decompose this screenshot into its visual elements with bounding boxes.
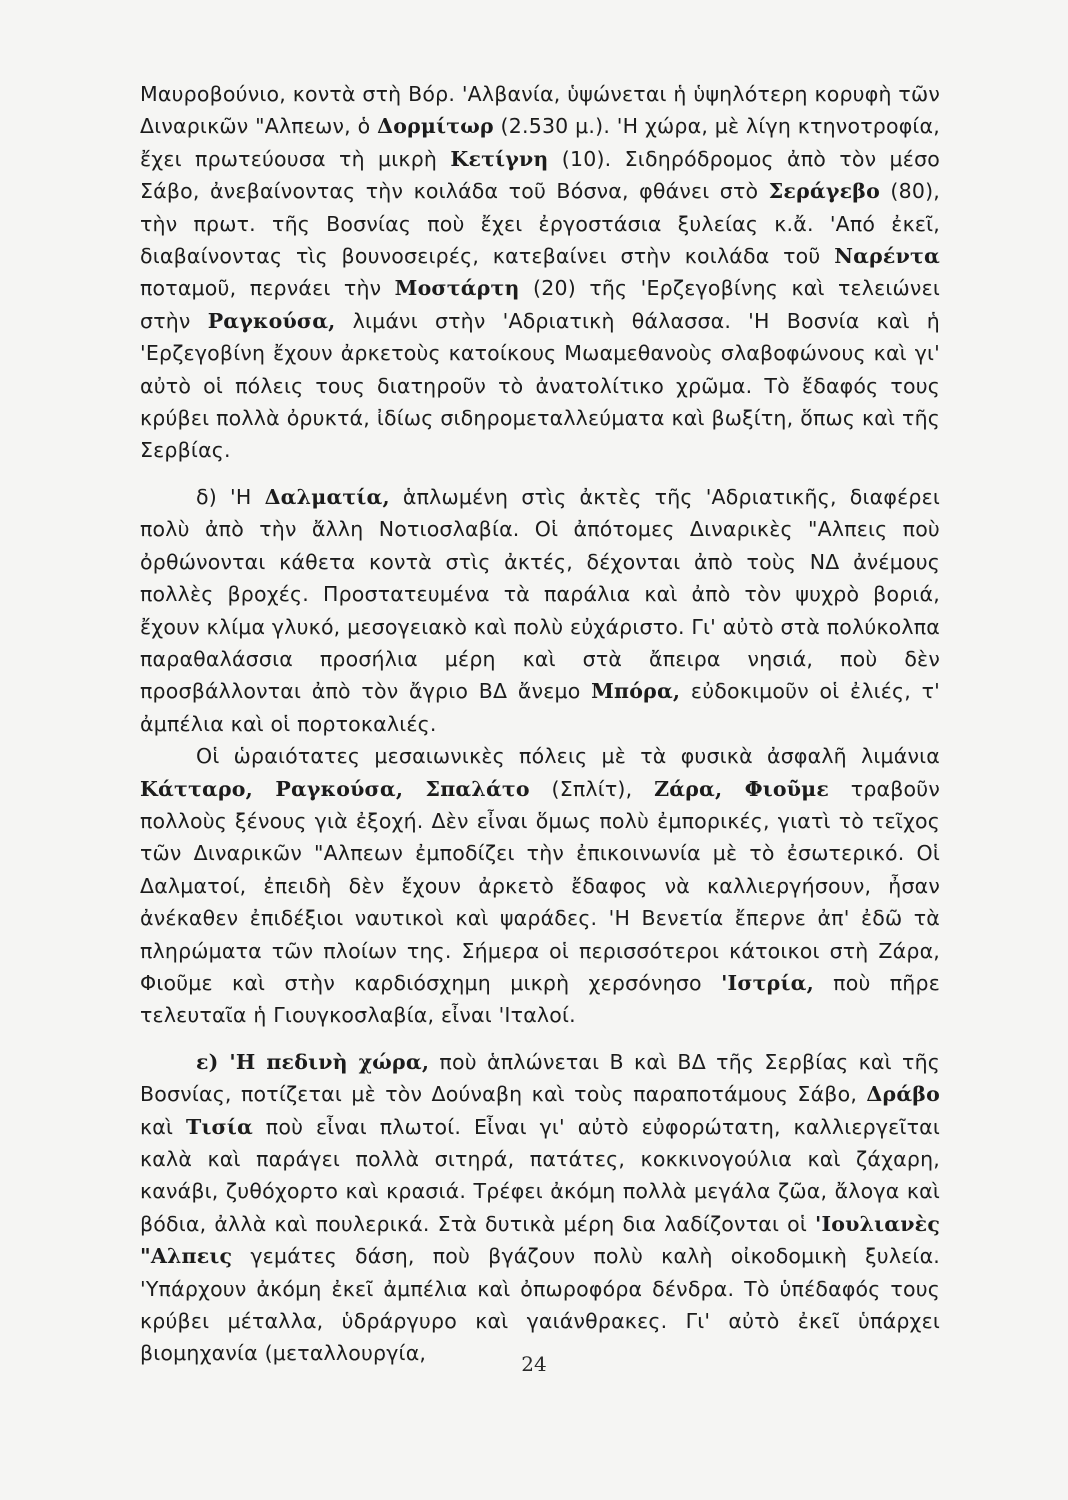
body-text [140,78,940,1370]
paragraph-dalmatia: δ) 'Η Δαλματία, ἁπλωμένη στὶς ἀκτὲς τῆς 'Αδριατικῆς, διαφέρει πολὺ ἀπὸ τὴν ἄλλη Νοτιοσλαβία. Οἱ ἀπότομες Διναρικὲς "Αλπεις ποὺ ὀρθώνονται κάθετα κοντὰ στὶς ἀκτές, δέχονται ἀπὸ τοὺς ΝΔ ἀνέμους πολλὲς βροχές. Προστατευμένα τὰ παράλια καὶ ἀπὸ τὸν ψυχρὸ βοριά, ἔχουν κλίμα γλυκό, μεσογειακὸ καὶ πολὺ εὐχάριστο. Γι' αὐτὸ στὰ πολύκολπα παραθαλάσσια προσήλια μέρη καὶ στὰ ἄπειρα νησιά, ποὺ δὲν προσβάλλονται ἀπὸ τὸν ἄγριο ΒΔ ἄνεμο Μπόρα, εὐδοκιμοῦν οἱ ἐλιές, τ' ἀμπέλια καὶ οἱ πορτοκαλιές. [140,484,941,736]
places-zara-fiume: Ζάρα, Φιοῦμε [654,776,830,801]
places-kotor-ragusa-split: Κάτταρο, Ραγκούσα, Σπαλάτο [140,776,530,801]
place-julian-alps: 'Ιουλιανὲς "Αλπεις [140,1211,940,1269]
place-istria: 'Ιστρία, [721,970,814,995]
place-durmitor: Δορμίτωρ [377,114,494,139]
paragraph-montenegro-bosnia: Μαυροβούνιο, κοντὰ στὴ Βόρ. 'Αλβανία, ὑψώνεται ἡ ὑψηλότερη κορυφὴ τῶν Διναρικῶν "Αλπεων, ὁ Δορμίτωρ (2.530 μ.). 'Η χώρα, μὲ λίγη κτηνοτροφία, ἔχει πρωτεύουσα τὴ μικρὴ Κετίγνη (10). Σιδηρόδρομος ἀπὸ τὸν μέσο Σάβο, ἀνεβαίνοντας τὴν κοιλάδα τοῦ Βόσνα, φθάνει στὸ Σεράγεβο (80), τὴν πρωτ. τῆς Βοσνίας ποὺ ἔχει ἐργοστάσια ξυλείας κ.ἄ. 'Από ἐκεῖ, διαβαίνοντας τὶς βουνοσειρές, κατεβαίνει στὴν κοιλάδα τοῦ Ναρέντα ποταμοῦ, περνάει τὴν Μοστάρτη (20) τῆς 'Ερζεγοβίνης καὶ τελειώνει στὴν Ραγκούσα, λιμάνι στὴν 'Αδριατικὴ θάλασσα. 'Η Βοσνία καὶ ἡ 'Ερζεγοβίνη ἔχουν ἀρκετοὺς κατοίκους Μωαμεθανοὺς σλαβοφώνους καὶ γι' αὐτὸ οἱ πόλεις τους διατηροῦν τὸ ἀνατολίτικο χρῶμα. Τὸ ἔδαφός τους κρύβει πολλὰ ὀρυκτά, ἰδίως σιδηρομεταλλεύματα καὶ βωξίτη, ὅπως καὶ τῆς Σερβίας. [140,82,941,463]
paragraph-dalmatian-cities: Οἱ ὡραιότατες μεσαιωνικὲς πόλεις μὲ τὰ φυσικὰ ἀσφαλῆ λιμάνια Κάτταρο, Ραγκούσα, Σπαλάτο (Σπλίτ), Ζάρα, Φιοῦμε τραβοῦν πολλοὺς ξένους γιὰ ἐξοχή. Δὲν εἶναι ὅμως πολὺ ἐμπορικές, γιατὶ τὸ τεῖχος τῶν Διναρικῶν "Αλπεων ἐμποδίζει τὴν ἐπικοινωνία μὲ τὸ ἐσωτερικό. Οἱ Δαλματοί, ἐπειδὴ δὲν ἔχουν ἀρκετὸ ἔδαφος νὰ καλλιεργήσουν, ἦσαν ἀνέκαθεν ἐπιδέξιοι ναυτικοὶ καὶ ψαράδες. 'Η Βενετία ἔπερνε ἀπ' ἐδῶ τὰ πληρώματα τῶν πλοίων της. Σήμερα οἱ περισσότεροι κάτοικοι στὴ Ζάρα, Φιοῦμε καὶ στὴν καρδιόσχημη μικρὴ χερσόνησο 'Ιστρία, ποὺ πῆρε τελευταῖα ἡ Γιουγκοσλαβία, εἶναι 'Ιταλοί. [140,744,940,1028]
page-number: 24 [521,1352,547,1376]
place-sarajevo: Σεράγεβο [768,179,880,204]
place-ragusa: Ραγκούσα, [207,308,336,333]
place-cetinje: Κετίγνη [450,146,549,171]
heading-plain-country: ε) 'Η πεδινὴ χώρα, [196,1049,430,1074]
place-neretva: Ναρέντα [834,244,940,269]
place-drava: Δράβο [866,1082,940,1107]
place-tisza: Τισία [185,1114,253,1139]
place-mostar: Μοστάρτη [394,276,520,301]
paragraph-plain: ε) 'Η πεδινὴ χώρα, ποὺ ἁπλώνεται Β καὶ ΒΔ τῆς Σερβίας καὶ τῆς Βοσνίας, ποτίζεται μὲ τὸν Δούναβη καὶ τοὺς παραποτάμους Σάβο, Δράβο καὶ Τισία ποὺ εἶναι πλωτοί. Εἶναι γι' αὐτὸ εὐφορώτατη, καλλιεργεῖται καλὰ καὶ παράγει πολλὰ σιτηρά, πατάτες, κοκκινογούλια καὶ ζάχαρη, κανάβι, ζυθόχορτο καὶ κρασιά. Τρέφει ἀκόμη πολλὰ μεγάλα ζῶα, ἄλογα καὶ βόδια, ἀλλὰ καὶ πουλερικά. Στὰ δυτικὰ μέρη δια λαδίζονται οἱ 'Ιουλιανὲς "Αλπεις γεμάτες δάση, ποὺ βγάζουν πολὺ καλὴ οἰκοδομικὴ ξυλεία. 'Υπάρχουν ἀκόμη ἐκεῖ ἀμπέλια καὶ ὀπωροφόρα δένδρα. Τὸ ὑπέδαφός τους κρύβει μέταλλα, ὑδράργυρο καὶ γαιάνθρακες. Γι' αὐτὸ ἐκεῖ ὑπάρχει βιομηχανία (μεταλλουργία, [140,1049,940,1366]
term-bora: Μπόρα, [591,679,681,704]
heading-dalmatia: Δαλματία, [264,484,390,509]
